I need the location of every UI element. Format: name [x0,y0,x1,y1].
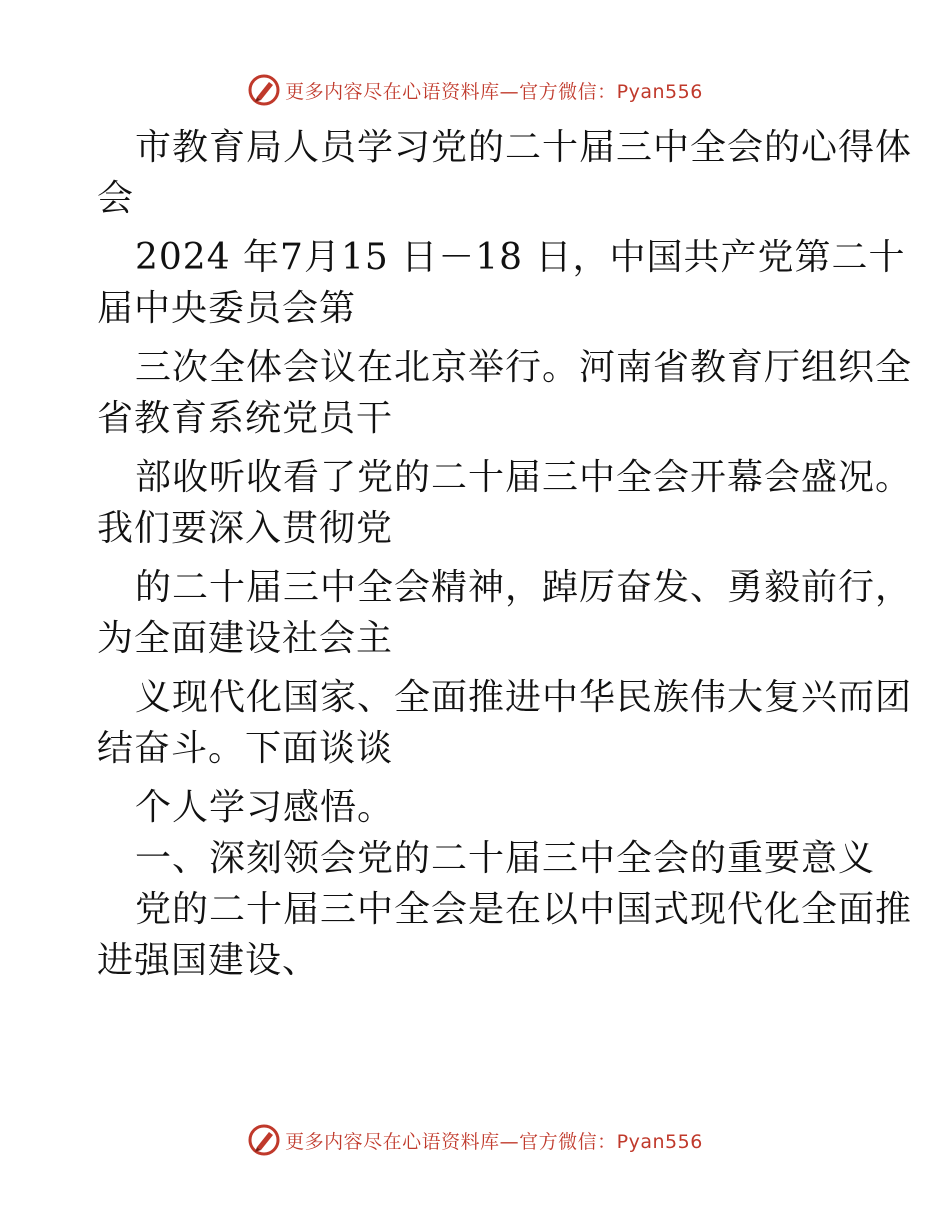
text-line: 届中央委员会第 [97,288,357,329]
text-line: 的二十届三中全会精神，踔厉奋发、勇毅前行， [135,567,913,608]
text-line: 为全面建设社会主 [97,618,394,659]
text-line: 部收听收看了党的二十届三中全会开幕会盛况。 [135,457,913,498]
pen-logo-icon [247,1123,281,1157]
text-line: 三次全体会议在北京举行。河南省教育厅组织全 [135,347,913,388]
text-line: 结奋斗。下面谈谈 [97,728,394,769]
watermark-text: 更多内容尽在心语资料库—官方微信：Pyan556 [285,80,703,103]
footer-watermark [0,1120,950,1160]
text-line: 市教育局人员学习党的二十届三中全会的心得体 [135,127,913,168]
header-watermark [0,70,950,110]
text-line: 省教育系统党员干 [97,398,394,439]
pen-logo-icon [247,73,281,107]
text-line: 会 [97,178,135,219]
text-line: 一、深刻领会党的二十届三中全会的重要意义 [135,838,876,879]
text-line: 进强国建设、 [97,940,320,981]
text-line: 我们要深入贯彻党 [97,508,394,549]
watermark-text: 更多内容尽在心语资料库—官方微信：Pyan556 [285,1130,703,1153]
document-body [97,122,913,986]
text-line: 2024 年7月15 日－18 日，中国共产党第二十 [135,237,906,278]
text-line: 党的二十届三中全会是在以中国式现代化全面推 [135,889,913,930]
text-line: 个人学习感悟。 [135,787,395,828]
text-line: 义现代化国家、全面推进中华民族伟大复兴而团 [135,677,913,718]
